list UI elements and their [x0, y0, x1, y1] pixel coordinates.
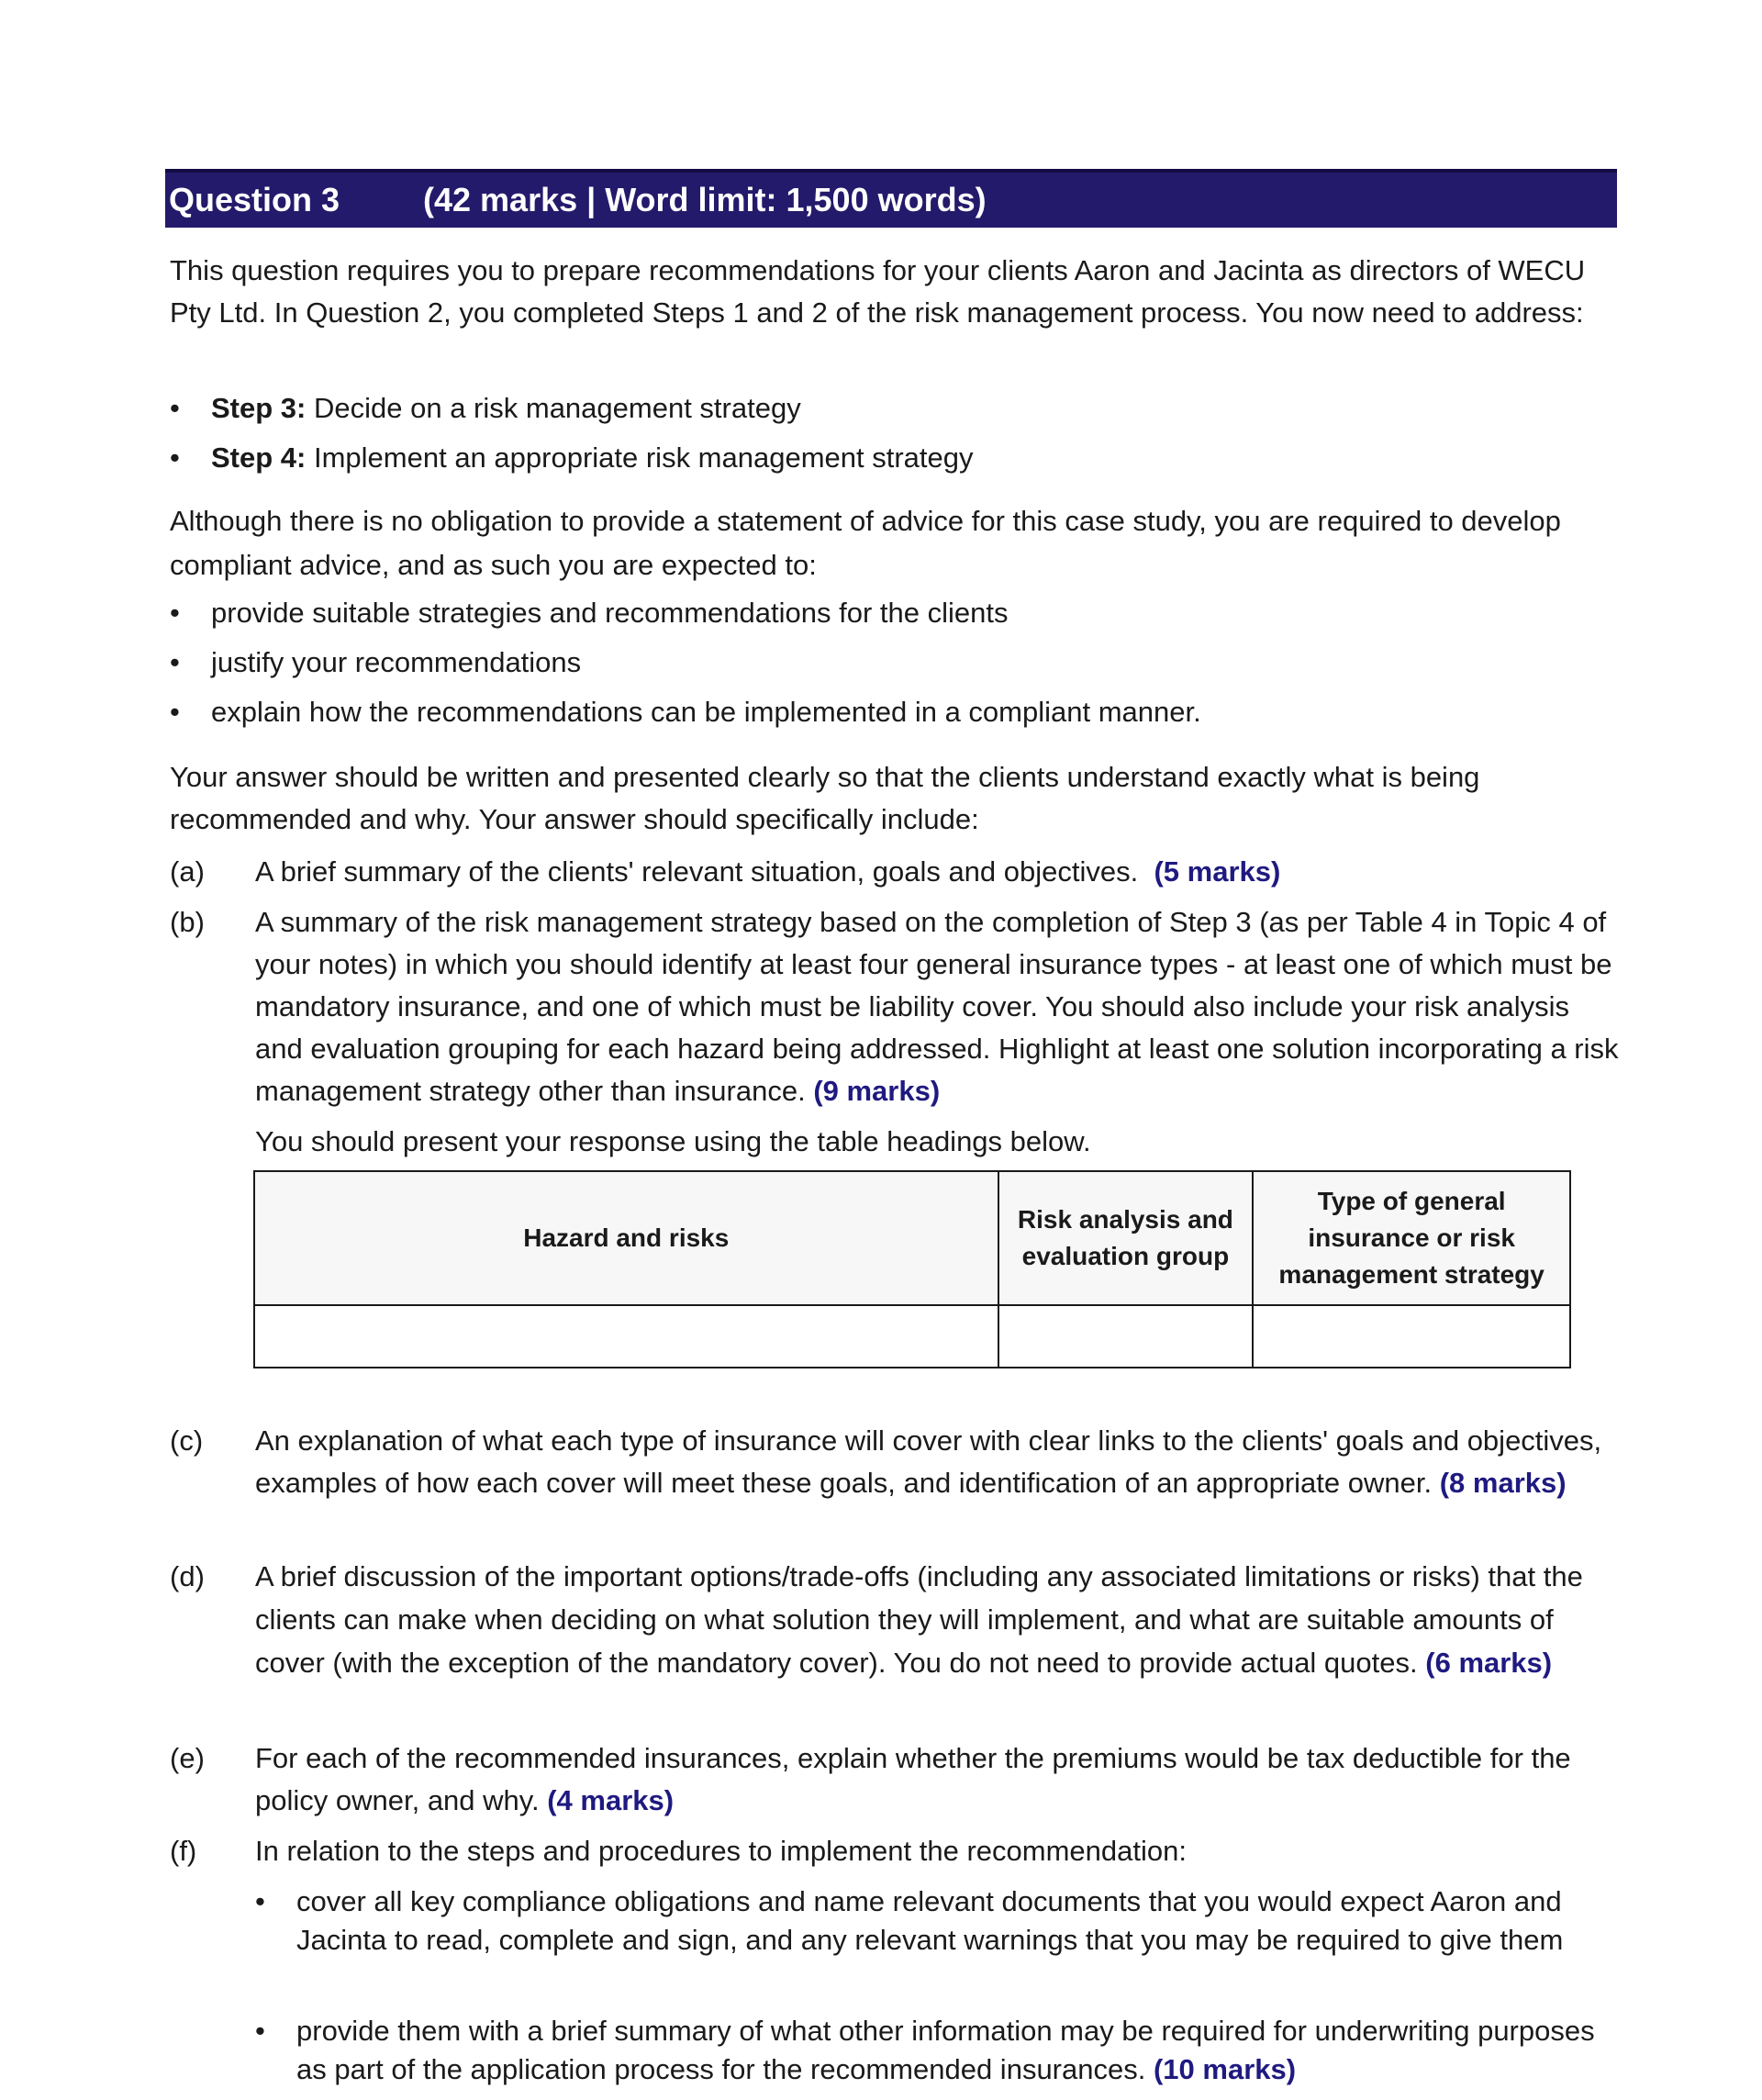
- bullet-dot: •: [255, 1885, 265, 1917]
- marks-badge: (5 marks): [1154, 855, 1281, 888]
- bullet-text: provide them with a brief summary of what other information may be required for underwriting purposes as part of the application process for the recommended insurances.: [296, 2015, 1595, 2085]
- column-header-risk-group: Risk analysis and evaluation group: [998, 1171, 1254, 1305]
- bullet-dot: •: [170, 392, 180, 424]
- item-label: (c): [170, 1424, 204, 1457]
- item-label: (f): [170, 1835, 197, 1867]
- table-cell-insurance-type[interactable]: [1253, 1305, 1570, 1368]
- marks-badge: (8 marks): [1439, 1467, 1567, 1499]
- table-intro-text: You should present your response using the table headings below.: [255, 1125, 1091, 1157]
- item-text: A summary of the risk management strategy based on the completion of Step 3 (as per Table 4 in Topic 4 of your notes) in which you should identify at least four general insurance types - at least one of which must be mandatory insurance, and one of which must be liability cover. You should also include your risk analysis and evaluation grouping for each hazard being addressed. Highlight at least one solution incorporating a risk management strategy other than insurance.: [255, 906, 1619, 1107]
- table-row: [254, 1305, 1570, 1368]
- step-text: Decide on a risk management strategy: [313, 392, 801, 424]
- item-label: (e): [170, 1742, 205, 1774]
- advice-paragraph: Although there is no obligation to provide a statement of advice for this case study, you are required to develop compliant advice, and as such you are expected to:: [170, 505, 1561, 581]
- table-header-row: [254, 1171, 1570, 1305]
- answer-paragraph: Your answer should be written and presented clearly so that the clients understand exactly what is being recommended and why. Your answer should specifically include:: [170, 761, 1480, 835]
- marks-badge: (4 marks): [547, 1784, 675, 1816]
- intro-paragraph: This question requires you to prepare recommendations for your clients Aaron and Jacinta as directors of WECU Pty Ltd. In Question 2, you completed Steps 1 and 2 of the risk management process. You now need to address:: [170, 254, 1586, 329]
- table-cell-hazard[interactable]: [254, 1305, 998, 1368]
- item-text: A brief discussion of the important options/trade-offs (including any associated limitations or risks) that the clients can make when deciding on what solution they will implement, and what are suitable amounts of cover (with the exception of the mandatory cover). You do not need to provide actual quotes.: [255, 1560, 1583, 1679]
- item-label: (d): [170, 1560, 205, 1592]
- item-text: In relation to the steps and procedures to implement the recommendation:: [255, 1835, 1187, 1867]
- bullet-dot: •: [170, 696, 180, 728]
- table-cell-risk-group[interactable]: [998, 1305, 1254, 1368]
- bullet-dot: •: [170, 441, 180, 474]
- column-header-insurance-type: Type of general insurance or risk management strategy: [1253, 1171, 1570, 1305]
- question-meta: (42 marks | Word limit: 1,500 words): [423, 181, 987, 218]
- marks-badge: (10 marks): [1153, 2053, 1297, 2085]
- question-header-bar: [165, 169, 1617, 228]
- bullet-dot: •: [170, 646, 180, 678]
- item-label: (b): [170, 906, 205, 938]
- item-label: (a): [170, 855, 205, 888]
- bullet-text: provide suitable strategies and recommendations for the clients: [211, 597, 1009, 629]
- step-label: Step 3:: [211, 392, 307, 424]
- response-table: [253, 1170, 1571, 1368]
- bullet-dot: •: [255, 2015, 265, 2047]
- marks-badge: (9 marks): [813, 1075, 941, 1107]
- item-text: A brief summary of the clients' relevant situation, goals and objectives.: [255, 855, 1139, 888]
- bullet-dot: •: [170, 597, 180, 629]
- bullet-text: cover all key compliance obligations and name relevant documents that you would expect Aaron and Jacinta to read, complete and sign, and any relevant warnings that you may be required to give them: [296, 1885, 1564, 1956]
- step-label: Step 4:: [211, 441, 307, 474]
- column-header-hazard: Hazard and risks: [254, 1171, 998, 1305]
- bullet-text: justify your recommendations: [211, 646, 582, 678]
- question-number: Question 3: [169, 181, 340, 218]
- item-text: For each of the recommended insurances, explain whether the premiums would be tax deductible for the policy owner, and why.: [255, 1742, 1571, 1816]
- item-text: An explanation of what each type of insurance will cover with clear links to the clients' goals and objectives, examples of how each cover will meet these goals, and identification of an appropriate owner.: [255, 1424, 1602, 1499]
- step-text: Implement an appropriate risk management strategy: [313, 441, 974, 474]
- bullet-text: explain how the recommendations can be implemented in a compliant manner.: [211, 696, 1201, 728]
- marks-badge: (6 marks): [1425, 1647, 1553, 1679]
